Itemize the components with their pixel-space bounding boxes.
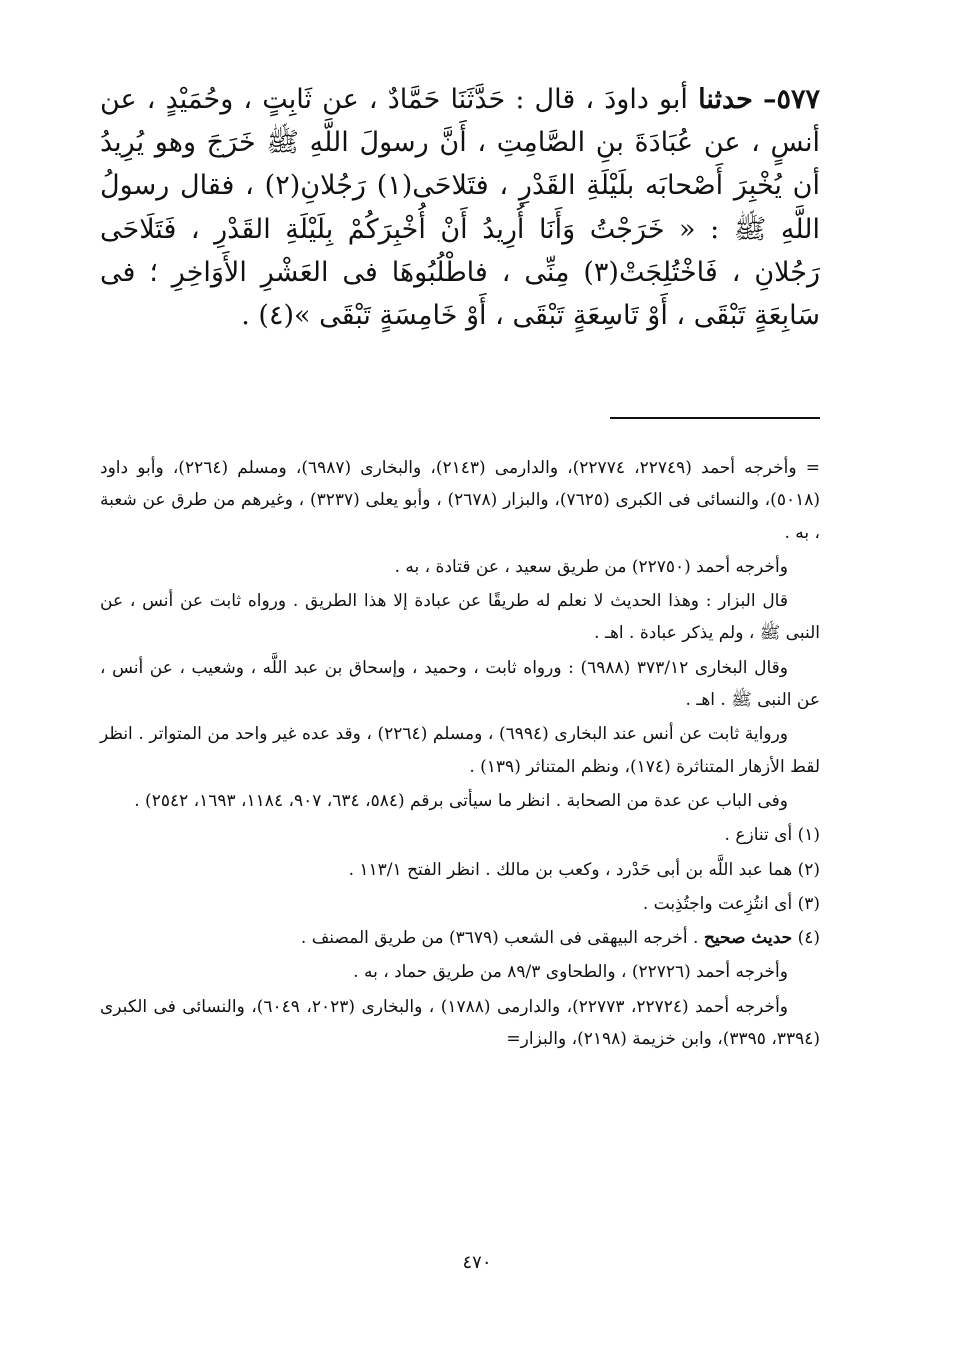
footnote-2: (٢) هما عبد اللَّه بن أبى حَدْرد ، وكعب بن مالك . انظر الفتح ١١٣/١ . [348,859,820,880]
note-paragraph: ورواية ثابت عن أنس عند البخارى (٦٩٩٤) ، ومسلم (٢٢٦٤) ، وقد عده غير واحد من المتواتر . انظر لقط الأزهار المتناثرة (١٧٤)، ونظم المتناثر (١٣٩) . [100,724,820,777]
footnote-1: (١) أى تنازع . [724,825,820,846]
note-paragraph: قال البزار : وهذا الحديث لا نعلم له طريقًا عن عبادة إلا هذا الطريق . ورواه ثابت عن أنس ، عن النبى ﷺ ، ولم يذكر عبادة . اهـ . [100,591,820,644]
page-number: ٤٧٠ [462,1252,492,1273]
hadith-lead-word: حدثنا [698,84,753,115]
footnote-separator [610,417,820,419]
footnote-4 [100,922,820,954]
footnote-4-grade: حديث صحيح [703,928,793,949]
hadith-text: أبو داودَ ، قال : حَدَّثَنَا حَمَّادٌ ، عن ثَابِتٍ ، وحُمَيْدٍ ، عن أنسٍ ، عن عُبَادَةَ بنِ الصَّامِتِ ، أَنَّ رسولَ اللَّهِ ﷺ خَرَجَ وهو يُرِيدُ أن يُخْبِرَ أَصْحابَه بلَيْلَةِ القَدْرِ ، فتَلاحَى(١) رَجُلانِ(٢) ، فقال رسولُ اللَّهِ ﷺ : « خَرَجْتُ وَأَنَا أُرِيدُ أَنْ أُخْبِرَكُمْ بِلَيْلَةِ القَدْرِ ، فَتَلَاحَى رَجُلانِ ، فَاخْتُلِجَتْ(٣) مِنِّى ، فاطْلُبُوهَا فى العَشْرِ الأَوَاخِرِ ؛ فى سَابِعَةٍ تَبْقَى ، أَوْ تَاسِعَةٍ تَبْقَى ، أَوْ خَامِسَةٍ تَبْقَى »(٤) . [100,84,820,331]
footnote-4-continuation: وأخرجه أحمد (٢٢٧٢٦) ، والطحاوى ٨٩/٣ من طريق حماد ، به . [353,962,788,983]
hadith-paragraph [100,78,820,337]
note-paragraph: وقال البخارى ٣٧٣/١٢ (٦٩٨٨) : ورواه ثابت ، وحميد ، وإسحاق بن عبد اللَّه ، وشعيب ، عن أنس ، عن النبى ﷺ . اهـ . [100,657,820,711]
hadith-number: ٥٧٧– [763,84,821,115]
footnote-3: (٣) أى انتُزِعت واجتُذِبت . [642,893,820,914]
hadith-block [100,78,820,337]
note-paragraph: وفى الباب عن عدة من الصحابة . انظر ما سيأتى برقم (٥٨٤، ٦٣٤، ٩٠٧، ١١٨٤، ١٦٩٣، ٢٥٤٢) . [134,790,788,811]
note-paragraph: = وأخرجه أحمد (٢٢٧٤٩، ٢٢٧٧٤)، والدارمى (٢١٤٣)، والبخارى (٦٩٨٧)، ومسلم (٢٢٦٤)، وأبو داود (٥٠١٨)، والنسائى فى الكبرى (٧٦٢٥)، والبزار (٢٦٧٨) ، وأبو يعلى (٣٢٣٧) ، وغيرهم من طرق عن شعبة ، به . [100,458,821,543]
footnote-4-continuation: وأخرجه أحمد (٢٢٧٢٤، ٢٢٧٧٣)، والدارمى (١٧٨٨) ، والبخارى (٢٠٢٣، ٦٠٤٩)، والنسائى فى الكبرى (٣٣٩٤، ٣٣٩٥)، وابن خزيمة (٢١٩٨)، والبزار= [100,996,820,1050]
notes-section [100,452,820,1057]
footnote-4-text: . أخرجه البيهقى فى الشعب (٣٦٧٩) من طريق المصنف . [300,928,699,949]
note-paragraph: وأخرجه أحمد (٢٢٧٥٠) من طريق سعيد ، عن قتادة ، به . [394,556,788,577]
footnote-4-marker: (٤) [797,928,820,949]
